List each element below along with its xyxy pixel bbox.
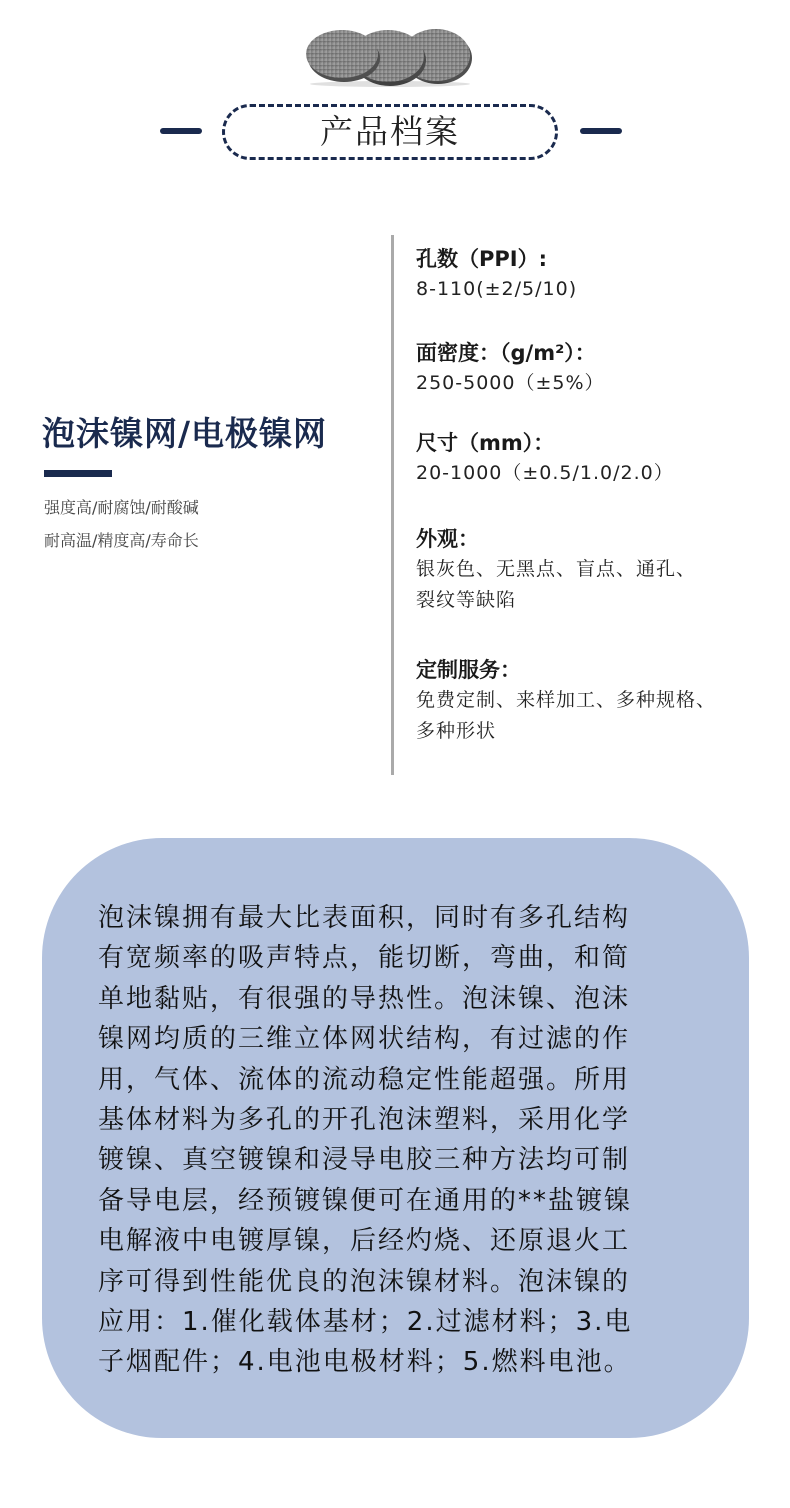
heading-dash-right <box>580 128 622 134</box>
product-name: 泡沫镍网/电极镍网 <box>42 414 328 453</box>
spec-label: 外观： <box>416 527 479 551</box>
column-divider <box>391 235 394 775</box>
spec-size <box>416 428 674 489</box>
feature-line: 耐高温/精度高/寿命长 <box>44 531 199 550</box>
section-title: 产品档案 <box>320 112 460 151</box>
spec-value: 裂纹等缺陷 <box>416 589 517 611</box>
spec-ppi <box>416 244 577 305</box>
description-line: 镀镍、真空镀镍和浸导电胶三种方法均可制 <box>98 1145 631 1176</box>
description-line: 序可得到性能优良的泡沫镍材料。泡沫镍的 <box>98 1266 631 1297</box>
description-line: 镍网均质的三维立体网状结构，有过滤的作 <box>98 1024 631 1055</box>
spec-value: 20-1000（±0.5/1.0/2.0） <box>416 462 674 484</box>
spec-appearance <box>416 524 696 616</box>
description-text <box>98 898 698 1383</box>
spec-value: 银灰色、无黑点、盲点、通孔、 <box>416 558 697 580</box>
spec-label: 孔数（PPI）: <box>416 247 547 271</box>
product-discs-image <box>300 22 480 88</box>
spec-label: 尺寸（mm）： <box>416 431 555 455</box>
spec-value: 8-110(±2/5/10) <box>416 278 578 300</box>
description-line: 单地黏贴，有很强的导热性。泡沫镍、泡沫 <box>98 983 631 1014</box>
description-line: 泡沫镍拥有最大比表面积，同时有多孔结构 <box>98 903 631 933</box>
product-name-underline <box>44 470 112 477</box>
feature-line: 强度高/耐腐蚀/耐酸碱 <box>44 498 199 517</box>
spec-label: 面密度：（g/m²）： <box>416 341 596 365</box>
spec-custom-service <box>416 655 716 747</box>
description-line: 子烟配件；4.电池电极材料；5.燃料电池。 <box>98 1347 632 1378</box>
spec-areal-density <box>416 338 605 399</box>
spec-value: 多种形状 <box>416 720 497 742</box>
description-line: 基体材料为多孔的开孔泡沫塑料，采用化学 <box>98 1105 631 1136</box>
description-line: 备导电层，经预镀镍便可在通用的**盐镀镍 <box>98 1185 633 1216</box>
description-line: 有宽频率的吸声特点，能切断，弯曲，和简 <box>98 943 631 974</box>
heading-dash-left <box>160 128 202 134</box>
spec-label: 定制服务： <box>416 658 521 682</box>
spec-value: 250-5000（±5%） <box>416 372 605 394</box>
description-line: 应用：1.催化载体基材；2.过滤材料；3.电 <box>98 1307 633 1338</box>
description-line: 用，气体、流体的流动稳定性能超强。所用 <box>98 1064 631 1095</box>
description-line: 电解液中电镀厚镍，后经灼烧、还原退火工 <box>98 1226 631 1257</box>
spec-value: 免费定制、来样加工、多种规格、 <box>416 689 717 711</box>
